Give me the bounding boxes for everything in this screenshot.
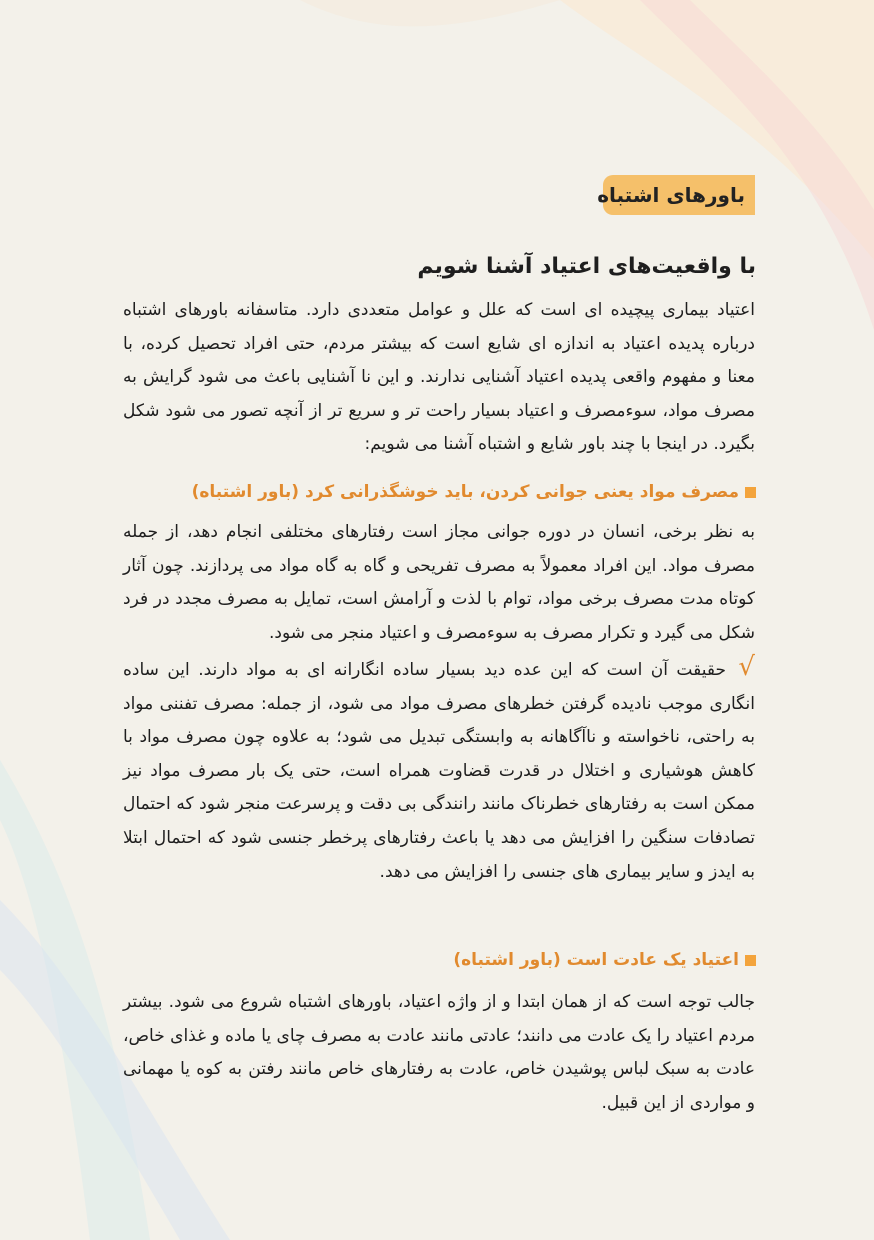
myth1-truth-text: حقیقت آن است که این عده دید بسیار ساده انگارانه ای به مواد دارند. این ساده انگاری موجب نادیده گرفتن خطرهای مصرف مواد می شود، از جمله: مصرف تفننی مواد به راحتی، ناخواسته و ناآگاهانه به وابستگی تبدیل می شود؛ به علاوه چون مصرف مواد با کاهش هوشیاری و اختلال در قدرت قضاوت همراه است، حتی یک بار مصرف مواد نیز ممکن است به رفتارهای خطرناک مانند رانندگی بی دقت و پرسرعت منجر شود که احتمال تصادفات سنگین را افزایش می دهد یا باعث رفتارهای پرخطر جنسی شود که احتمال ابتلا به ایدز و سایر بیماری های جنسی را افزایش می دهد.	[123, 660, 755, 882]
page-heading: با واقعیت‌های اعتیاد آشنا شویم	[417, 254, 756, 279]
myth2-heading	[116, 950, 756, 970]
section-tab	[597, 175, 755, 215]
intro-paragraph: اعتیاد بیماری پیچیده ای است که علل و عوامل متعددی دارد. متاسفانه باورهای اشتباه درباره پدیده اعتیاد به اندازه ای شایع است که بیشتر مردم، حتی افراد تحصیل کرده، با معنا و مفهوم واقعی پدیده اعتیاد آشنایی ندارند. و این نا آشنایی باعث می شود گرایش به مصرف مواد، سوءمصرف و اعتیاد بسیار راحت تر و سریع تر از آنچه تصور می شود شکل بگیرد. در اینجا با چند باور شایع و اشتباه آشنا می شویم:	[123, 300, 755, 455]
myth1-title: مصرف مواد یعنی جوانی کردن، باید خوشگذرانی کرد (باور اشتباه)	[191, 482, 739, 502]
bullet-square-icon	[745, 955, 756, 966]
myth1-paragraph: به نظر برخی، انسان در دوره جوانی مجاز است رفتارهای مختلفی انجام دهد، از جمله مصرف مواد. این افراد معمولاً به مصرف تفریحی و گاه به گاه مواد می پردازند. چون آثار کوتاه مدت مصرف برخی مواد، توام با لذت و آرامش است، تمایل به مصرف مجدد در فرد شکل می گیرد و تکرار مصرف به سوءمصرف و اعتیاد منجر می شود.	[123, 522, 755, 643]
myth2-title: اعتیاد یک عادت است (باور اشتباه)	[453, 950, 739, 970]
myth1-truth-paragraph	[123, 654, 755, 889]
bullet-square-icon	[745, 487, 756, 498]
section-tab-label: باورهای اشتباه	[597, 183, 745, 207]
myth2-paragraph: جالب توجه است که از همان ابتدا و از واژه اعتیاد، باورهای اشتباه شروع می شود. بیشتر مردم اعتیاد را یک عادت می دانند؛ عادتی مانند عادت به مصرف چای یا ماده و غذای خاص، عادت به سبک لباس پوشیدن خاص، عادت به رفتارهای خاص مانند رفتن به کوه یا مهمانی و مواردی از این قبیل.	[123, 992, 755, 1113]
myth1-heading	[116, 482, 756, 502]
check-mark-icon: √	[738, 652, 755, 682]
